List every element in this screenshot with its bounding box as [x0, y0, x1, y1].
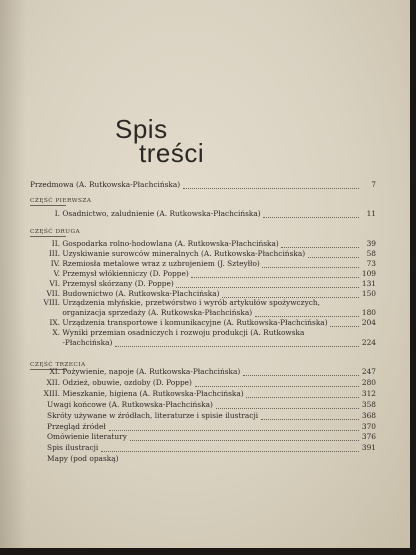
toc-entry-number: VIII. [43, 298, 60, 308]
page-title-line-1: Spis [115, 114, 168, 144]
toc-entry-page-number: 358 [361, 399, 376, 409]
toc-entry-number: VI. [49, 278, 60, 288]
toc-entry-title: Przemysł skórzany (D. Poppe) [62, 278, 174, 288]
toc-entry-number: XII. [46, 377, 60, 387]
toc-entry-page-number: 11 [366, 209, 376, 218]
toc-entry [47, 431, 376, 442]
dot-leader [246, 396, 359, 398]
dot-leader [216, 407, 359, 409]
toc-entry [47, 442, 376, 453]
toc-entry-page-number: 370 [361, 421, 376, 431]
toc-entry-number: XI. [49, 367, 60, 376]
toc-entry-title: Przedmowa (A. Rutkowska-Płachcińska) [30, 180, 181, 189]
toc-entry-page-number: 224 [361, 338, 376, 347]
dot-leader [261, 418, 359, 420]
section-heading: CZĘŚĆ TRZECIA [30, 362, 86, 368]
section-underline [30, 205, 66, 206]
page-title-line-2: treści [139, 138, 205, 168]
toc-entry-page-number: 368 [361, 410, 376, 420]
dot-leader [101, 450, 359, 452]
toc-entry-title: Spis ilustracji [47, 443, 99, 453]
section-heading: CZĘŚĆ PIERWSZA [30, 198, 92, 204]
toc-entry [30, 179, 376, 190]
toc-entry-page-number: 7 [371, 180, 376, 189]
dot-leader [183, 187, 359, 189]
toc-entry-page-number: 109 [361, 268, 376, 278]
toc-entry [47, 453, 376, 464]
toc-entry-page-number: 150 [361, 288, 376, 298]
toc-entry [47, 421, 376, 432]
toc-entry-title: Rzemiosła metalowe wraz z uzbrojeniem (J. Szteyłło) [62, 258, 260, 268]
toc-entry-number: I. [54, 209, 60, 218]
toc-entry-page-number: 391 [361, 443, 376, 453]
toc-entry-page-number: 39 [366, 239, 376, 248]
toc-entry-title: Gospodarka rolno-hodowlana (A. Rutkowska-Płachcińska) [62, 239, 279, 248]
toc-entry [47, 410, 376, 421]
toc-entry [30, 337, 376, 348]
toc-entry [30, 208, 376, 219]
dot-leader [195, 385, 359, 387]
toc-entry-title: Odzież, obuwie, ozdoby (D. Poppe) [62, 377, 192, 387]
toc-entry-page-number: 312 [361, 388, 376, 398]
toc-entry [47, 399, 376, 410]
section-heading: CZĘŚĆ DRUGA [30, 229, 81, 235]
toc-entry-title: Mapy (pod opaską) [47, 454, 119, 464]
toc-entry-title: Pożywienie, napoje (A. Rutkowska-Płachcińska) [62, 367, 241, 376]
toc-entry [30, 388, 376, 399]
dot-leader [109, 429, 359, 431]
toc-entry-number: II. [51, 239, 60, 248]
toc-entry-title: Osadnictwo, zaludnienie (A. Rutkowska-Płachcińska) [62, 209, 261, 218]
toc-entry-title: Mieszkanie, higiena (A. Rutkowska-Płachcińska) [62, 388, 244, 398]
toc-entry-title: organizacja sprzedaży (A. Rutkowska-Płachcińska) [62, 308, 253, 318]
toc-entry-number: III. [48, 248, 60, 258]
toc-entry-page-number: 131 [361, 278, 376, 288]
toc-entry-page-number: 180 [361, 308, 376, 318]
toc-entry-title: Urządzenia transportowe i komunikacyjne (A. Rutkowska-Płachcińska) [62, 318, 328, 328]
toc-entry-number: VII. [46, 288, 60, 298]
toc-entry-title: Urządzenia młyńskie, przetwórstwo i wyrób artykułów spożywczych, [62, 298, 320, 308]
toc-entry-page-number: 376 [361, 432, 376, 442]
toc-entry [30, 377, 376, 388]
toc-entry-number: XIII. [43, 388, 60, 398]
toc-entry-page-number: 247 [361, 367, 376, 376]
dot-leader [263, 216, 359, 218]
toc-entry-page-number: 73 [366, 258, 376, 268]
toc-entry-number: V. [53, 268, 60, 278]
toc-entry-title: Przegląd źródeł [47, 421, 106, 431]
toc-entry-title: Wyniki przemian osadniczych i rozwoju produkcji (A. Rutkowska [62, 328, 305, 338]
toc-entry-page-number: 280 [361, 377, 376, 387]
dot-leader [115, 345, 359, 347]
toc-entry-number: IV. [50, 258, 60, 268]
toc-entry-title: Przemysł włókienniczy (D. Poppe) [62, 268, 189, 278]
toc-entry-title: Skróty używane w źródłach, literaturze i spisie ilustracji [47, 410, 259, 420]
toc-entry [30, 366, 376, 377]
toc-entry-number: IX. [49, 318, 60, 328]
section-underline [30, 236, 66, 237]
toc-entry-page-number: 58 [366, 248, 376, 258]
toc-entry-title: Omówienie literatury [47, 432, 127, 442]
toc-entry-page-number: 204 [361, 318, 376, 328]
toc-entry-number: X. [52, 328, 60, 338]
toc-entry-title: Uzyskiwanie surowców mineralnych (A. Rutkowska-Płachcińska) [62, 248, 306, 258]
toc-entry-title: Budownictwo (A. Rutkowska-Płachcińska) [62, 288, 220, 298]
dot-leader [243, 374, 359, 376]
dot-leader [130, 439, 359, 441]
toc-entry-title: Uwagi końcowe (A. Rutkowska-Płachcińska) [47, 399, 213, 409]
toc-entry-title: -Płachcińska) [62, 338, 113, 347]
